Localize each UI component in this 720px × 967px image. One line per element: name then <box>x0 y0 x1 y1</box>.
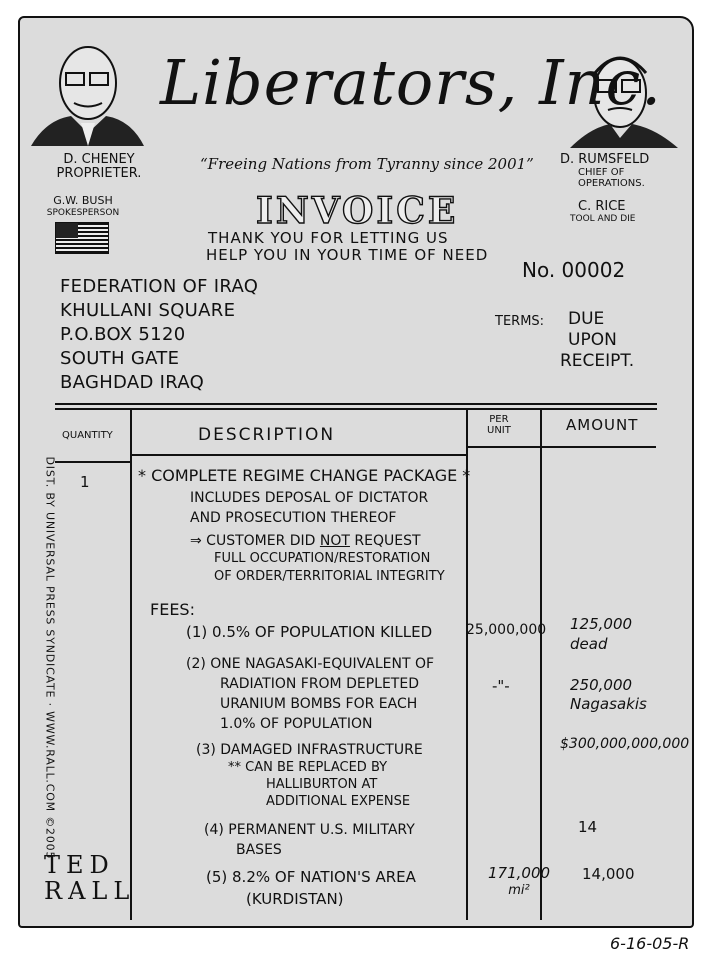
syndicate-credit: DIST. BY UNIVERSAL PRESS SYNDICATE · WWW.RALL.COM ©2005 <box>43 456 57 860</box>
officer-role: SPOKESPERSON <box>46 208 120 218</box>
fee-line: (4) PERMANENT U.S. MILITARY <box>204 822 415 838</box>
note-prefix: ⇒ CUSTOMER DID <box>190 533 320 549</box>
fees-label: FEES: <box>150 600 195 619</box>
signature-line: TED <box>44 851 115 879</box>
fee-line: URANIUM BOMBS FOR EACH <box>220 696 418 712</box>
item-quantity: 1 <box>80 473 90 491</box>
company-title: Liberators, Inc. <box>160 46 662 119</box>
quantity-header: QUANTITY <box>62 430 113 441</box>
amount-line: Nagasakis <box>570 695 647 713</box>
note-line: FULL OCCUPATION/RESTORATION <box>214 551 431 566</box>
fee-5-per-unit <box>488 864 550 900</box>
customer-address <box>60 275 258 395</box>
fee-line: (3) DAMAGED INFRASTRUCTURE <box>196 742 423 758</box>
officer-role: TOOL AND DIE <box>570 214 636 224</box>
address-line: SOUTH GATE <box>60 348 180 369</box>
fee-line: (2) ONE NAGASAKI-EQUIVALENT OF <box>186 656 435 672</box>
thanks-line-2: HELP YOU IN YOUR TIME OF NEED <box>206 246 489 264</box>
officer-cheney <box>44 153 154 181</box>
fee-line: RADIATION FROM DEPLETED <box>220 676 419 692</box>
cartoon-date: 6-16-05-R <box>610 934 690 953</box>
amount-header: AMOUNT <box>566 416 639 434</box>
item-note <box>190 532 445 586</box>
item-title: * COMPLETE REGIME CHANGE PACKAGE * <box>138 466 471 485</box>
fee-line: 1.0% OF POPULATION <box>220 716 373 732</box>
terms-value <box>560 309 634 372</box>
amount-divider <box>540 408 542 920</box>
officer-rumsfeld <box>560 153 680 189</box>
quantity-divider <box>130 408 132 920</box>
fee-5-text <box>206 866 416 910</box>
cheney-portrait <box>26 28 146 148</box>
per-unit-header <box>487 414 511 436</box>
amount-line: 250,000 <box>570 676 633 694</box>
address-line: BAGHDAD IRAQ <box>60 372 205 393</box>
terms-line: DUE <box>568 309 605 329</box>
signature-line: RALL <box>44 877 136 905</box>
invoice-heading: INVOICE <box>256 190 459 232</box>
officer-name: D. CHENEY <box>63 152 135 167</box>
fee-4-amount: 14 <box>578 818 598 836</box>
fee-line: (5) 8.2% OF NATION'S AREA <box>206 868 416 886</box>
quantity-header-rule <box>55 461 130 463</box>
amount-header-rule <box>466 446 656 448</box>
officer-role: PROPRIETER. <box>56 166 142 181</box>
fee-3-amount: $300,000,000,000 <box>560 736 690 752</box>
per-unit-line: 171,000 <box>488 864 551 882</box>
terms-line: UPON <box>568 330 617 350</box>
fee-1-per-unit: 25,000,000 <box>466 622 547 638</box>
description-header-rule <box>130 454 466 456</box>
us-flag-icon <box>55 222 109 254</box>
fee-3-text <box>196 742 423 810</box>
thank-you-note <box>206 230 488 264</box>
description-header: DESCRIPTION <box>198 425 336 445</box>
note-line: OF ORDER/TERRITORIAL INTEGRITY <box>214 569 445 584</box>
address-line: FEDERATION OF IRAQ <box>60 276 259 297</box>
per-unit-header-line: UNIT <box>487 425 511 436</box>
per-unit-line: mi² <box>508 883 530 898</box>
officer-rice <box>570 200 680 225</box>
officer-name: C. RICE <box>578 199 626 214</box>
artist-signature <box>44 852 135 904</box>
company-slogan: “Freeing Nations from Tyranny since 2001” <box>200 155 534 173</box>
fee-line: BASES <box>236 842 282 858</box>
fee-5-amount: 14,000 <box>582 865 635 883</box>
fee-line: HALLIBURTON AT <box>266 777 378 792</box>
address-line: P.O.BOX 5120 <box>60 324 186 345</box>
fee-line: ** CAN BE REPLACED BY <box>228 760 388 775</box>
table-top-rule-2 <box>55 408 657 410</box>
officer-name: G.W. BUSH <box>53 194 113 207</box>
fee-1-amount <box>570 614 632 654</box>
amount-line: dead <box>570 635 608 653</box>
invoice-number: No. 00002 <box>522 258 626 282</box>
note-not: NOT <box>319 533 350 549</box>
fee-2-amount <box>570 676 647 714</box>
officer-role: CHIEF OF OPERATIONS. <box>578 167 645 189</box>
address-line: KHULLANI SQUARE <box>60 300 236 321</box>
table-top-rule <box>55 403 657 405</box>
terms-label: TERMS: <box>495 314 545 329</box>
note-rest: REQUEST <box>349 533 421 549</box>
fee-line: ADDITIONAL EXPENSE <box>266 794 411 809</box>
per-unit-header-line: PER <box>489 414 509 425</box>
fee-4-text <box>204 820 415 860</box>
fee-1-text: (1) 0.5% OF POPULATION KILLED <box>186 623 433 641</box>
thanks-line-1: THANK YOU FOR LETTING US <box>208 229 449 247</box>
item-detail <box>190 488 428 528</box>
item-detail-line: INCLUDES DEPOSAL OF DICTATOR <box>190 490 429 506</box>
fee-2-per-unit: -"- <box>492 677 510 695</box>
terms-line: RECEIPT. <box>560 351 635 371</box>
fee-line: (KURDISTAN) <box>246 890 344 908</box>
officer-name: D. RUMSFELD <box>560 152 650 167</box>
officer-bush <box>38 194 128 219</box>
item-detail-line: AND PROSECUTION THEREOF <box>190 510 397 526</box>
amount-line: 125,000 <box>570 615 633 633</box>
fee-2-text <box>186 654 434 734</box>
